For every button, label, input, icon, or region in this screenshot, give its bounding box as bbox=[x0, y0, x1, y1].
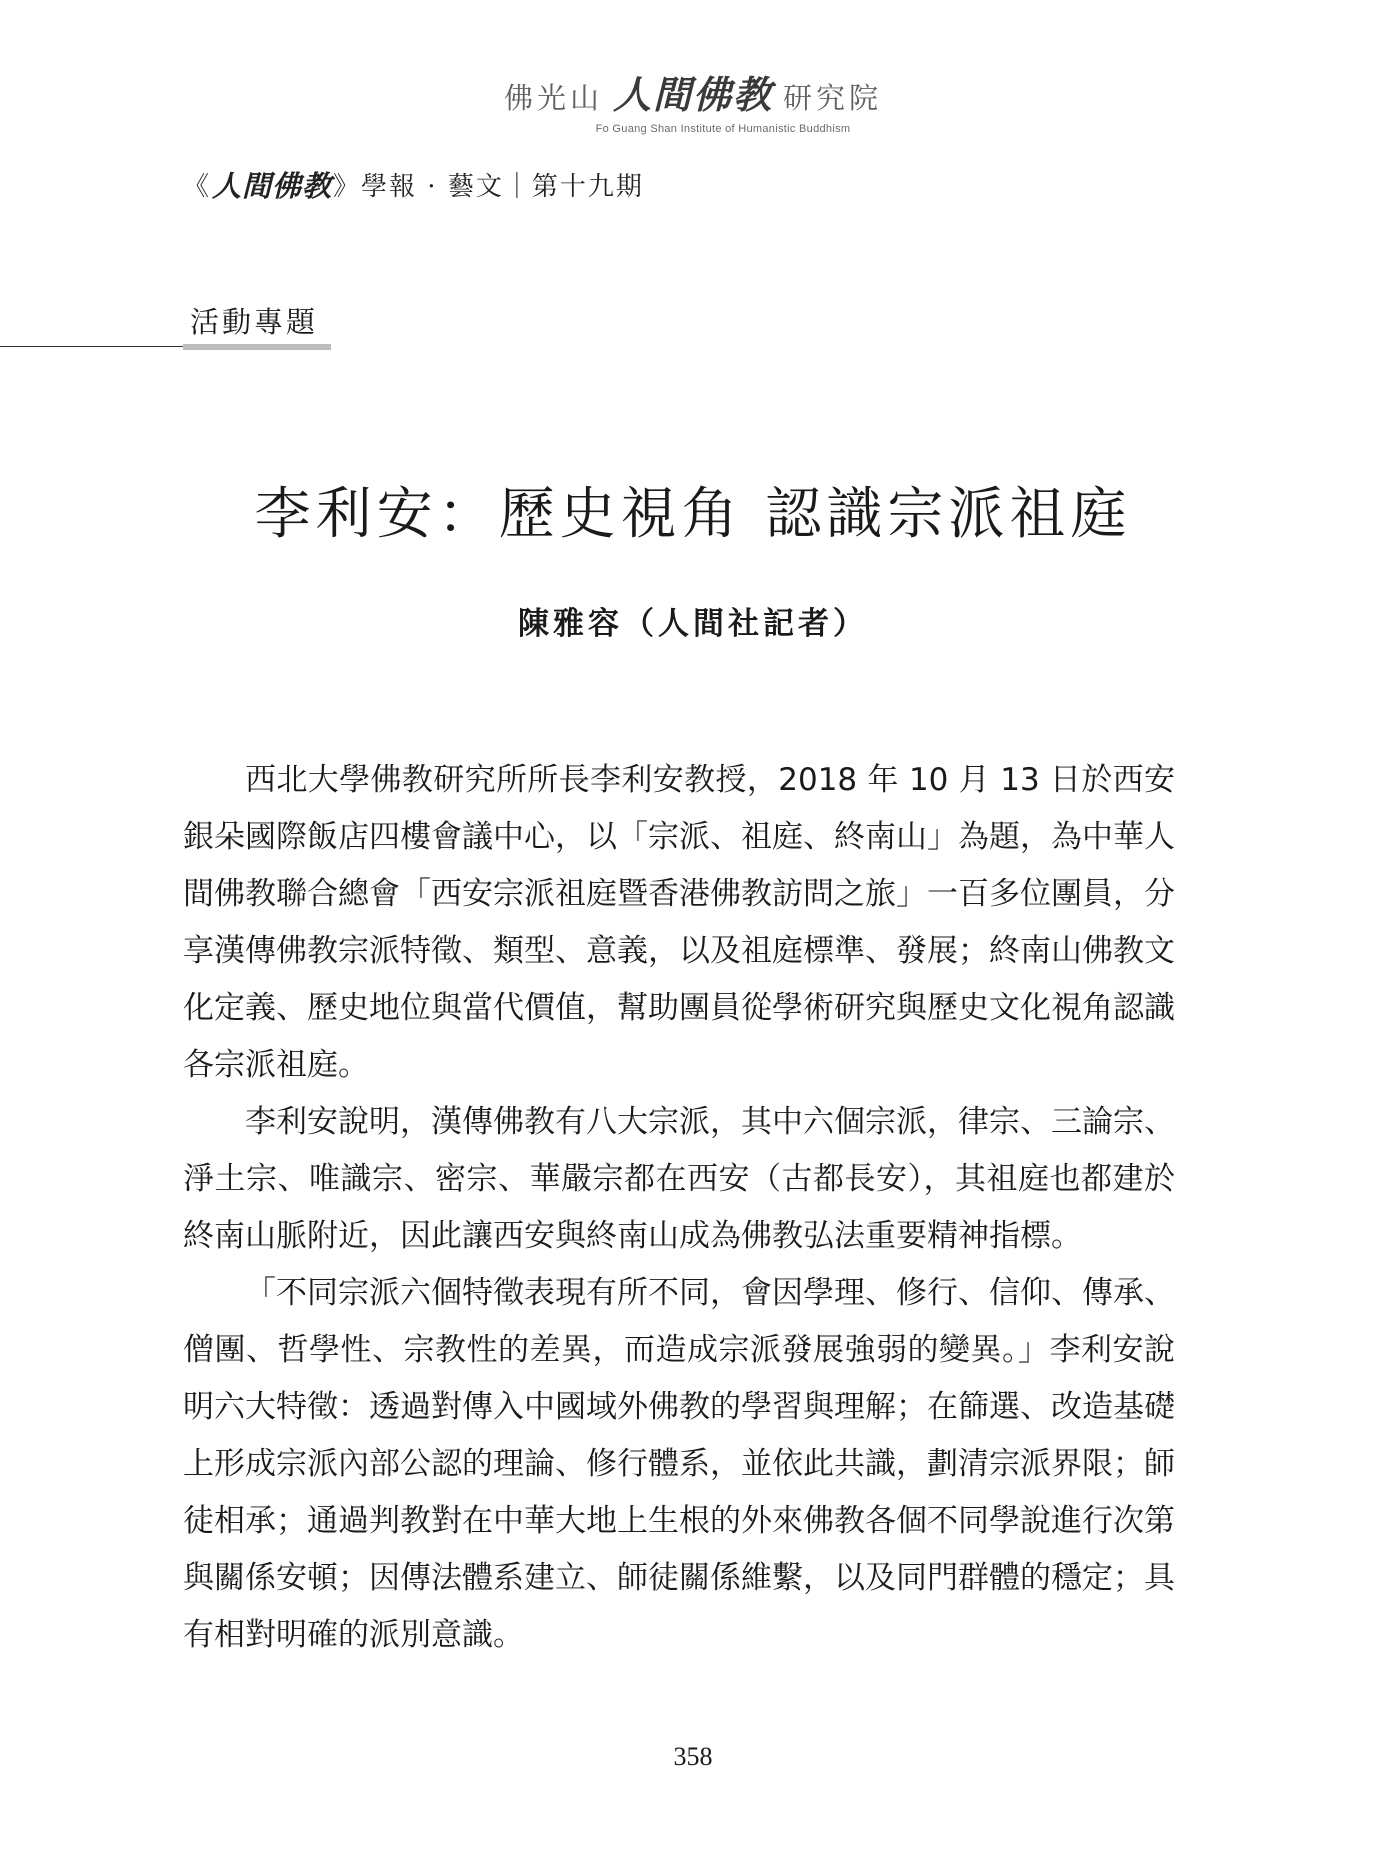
section-underbar bbox=[183, 344, 331, 350]
institute-prefix: 佛光山 bbox=[503, 81, 603, 115]
article-body bbox=[183, 752, 1175, 1664]
institute-header bbox=[0, 64, 1386, 135]
journal-bracket-close: 》 bbox=[333, 172, 362, 202]
institute-brand: 人間佛教 bbox=[612, 72, 773, 117]
institute-suffix: 研究院 bbox=[783, 81, 883, 115]
journal-running-header bbox=[183, 164, 644, 205]
institute-logo bbox=[504, 64, 882, 119]
section-label: 活動專題 bbox=[190, 305, 319, 339]
journal-issue-info: 學報 · 藝文｜第十九期 bbox=[361, 172, 644, 202]
journal-brand: 人間佛教 bbox=[212, 169, 333, 203]
institute-english-name: Fo Guang Shan Institute of Humanistic Buddhism bbox=[595, 123, 851, 135]
body-paragraph: 「不同宗派六個特徵表現有所不同，會因學理、修行、信仰、傳承、僧團、哲學性、宗教性的差異，而造成宗派發展強弱的變異。」李利安說明六大特徵：透過對傳入中國域外佛教的學習與理解；在篩選、改造基礎上形成宗派內部公認的理論、修行體系，並依此共識，劃清宗派界限；師徒相承；通過判教對在中華大地上生根的外來佛教各個不同學說進行次第與關係安頓；因傳法體系建立、師徒關係維繫，以及同門群體的穩定；具有相對明確的派別意識。 bbox=[183, 1275, 1175, 1653]
body-paragraph: 李利安說明，漢傳佛教有八大宗派，其中六個宗派，律宗、三論宗、淨土宗、唯識宗、密宗、華嚴宗都在西安（古都長安），其祖庭也都建於終南山脈附近，因此讓西安與終南山成為佛教弘法重要精神指標。 bbox=[183, 1104, 1175, 1254]
article-author: 陳雅容（人間社記者） bbox=[518, 606, 868, 642]
journal-bracket-open: 《 bbox=[183, 172, 212, 202]
body-paragraph: 西北大學佛教研究所所長李利安教授，2018 年 10 月 13 日於西安銀朵國際飯店四樓會議中心，以「宗派、祖庭、終南山」為題，為中華人間佛教聯合總會「西安宗派祖庭暨香港佛教訪問之旅」一百多位團員，分享漢傳佛教宗派特徵、類型、意義，以及祖庭標準、發展；終南山佛教文化定義、歷史地位與當代價值，幫助團員從學術研究與歷史文化視角認識各宗派祖庭。 bbox=[183, 762, 1175, 1083]
article-title: 李利安：歷史視角 認識宗派祖庭 bbox=[254, 482, 1132, 547]
page-number: 358 bbox=[673, 1742, 713, 1771]
